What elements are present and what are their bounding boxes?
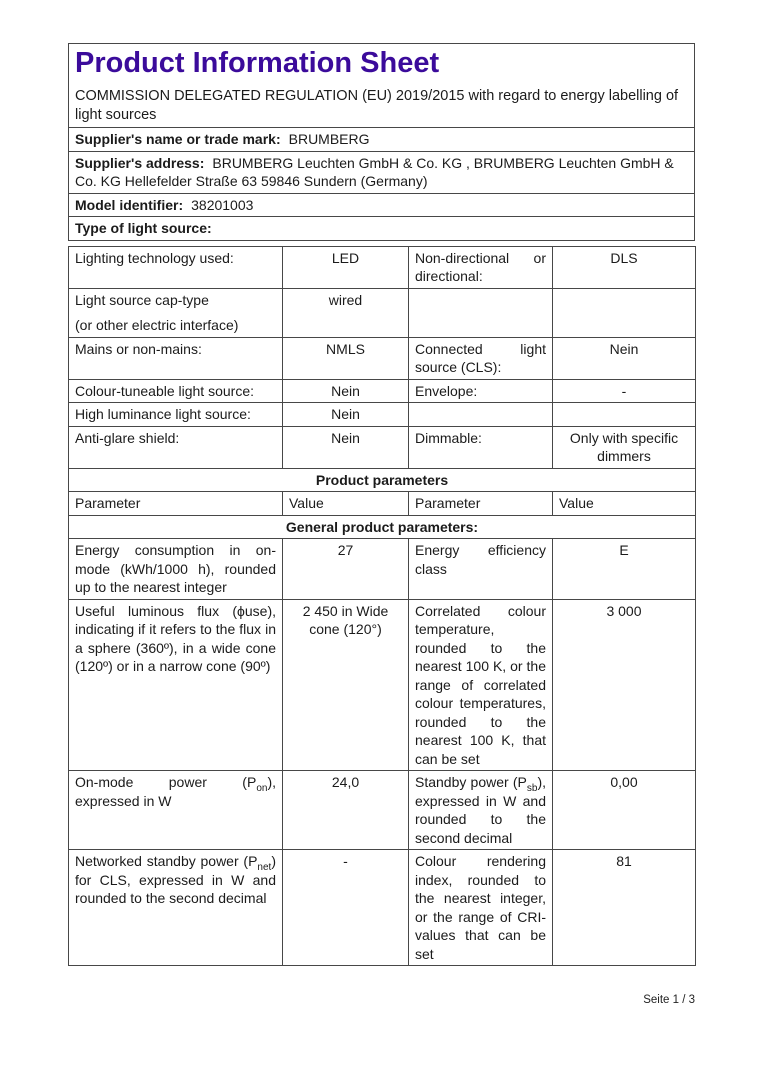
- parameters-table: [68, 246, 696, 967]
- page-number: Seite 1 / 3: [643, 994, 695, 1006]
- section-header-row: [69, 468, 696, 492]
- value-cell: 0,00: [553, 771, 696, 850]
- column-header-value-1: Value: [283, 492, 409, 516]
- param-cell: [409, 403, 553, 427]
- value-cell: DLS: [553, 246, 696, 288]
- section-header-row: [69, 515, 696, 539]
- param-subscript: on: [256, 782, 268, 794]
- value-cell: -: [553, 379, 696, 403]
- title-row: [69, 44, 695, 128]
- param-text: ) for CLS, expressed in W and rounded to the second decimal: [75, 853, 276, 906]
- param-cell: Useful luminous flux (ϕuse), indicating if it refers to the flux in a sphere (360º), in a wide cone (120º) or in a narrow cone (90º): [69, 599, 283, 771]
- supplier-name-cell: [69, 128, 695, 152]
- param-cell: [409, 771, 553, 850]
- column-header-parameter-2: Parameter: [409, 492, 553, 516]
- param-cell: [409, 288, 553, 337]
- model-identifier-cell: [69, 193, 695, 217]
- supplier-name-value: BRUMBERG: [288, 131, 370, 147]
- param-cell: Colour-tuneable light source:: [69, 379, 283, 403]
- param-cell: Mains or non-mains:: [69, 337, 283, 379]
- param-cell: Energy efficiency class: [409, 539, 553, 600]
- param-text: On-mode power (P: [75, 774, 257, 790]
- value-cell: 27: [283, 539, 409, 600]
- regulation-subtitle: COMMISSION DELEGATED REGULATION (EU) 2019/2015 with regard to energy labelling of light sources: [75, 88, 679, 123]
- table-row: [69, 246, 696, 288]
- model-identifier-value: 38201003: [191, 196, 254, 213]
- supplier-name-row: [69, 128, 695, 152]
- value-cell: E: [553, 539, 696, 600]
- param-cell: High luminance light source:: [69, 403, 283, 427]
- product-parameters-header: Product parameters: [69, 468, 696, 492]
- value-cell: [553, 426, 696, 468]
- param-subscript: sb: [526, 782, 538, 794]
- value-cell: Nein: [553, 337, 696, 379]
- param-cell: Connected light source (CLS):: [409, 337, 553, 379]
- param-cell: Anti-glare shield:: [69, 426, 283, 468]
- value-cell: NMLS: [283, 337, 409, 379]
- table-row: [69, 599, 696, 771]
- param-text: ), expressed in W and rounded to the second decimal: [415, 774, 546, 846]
- param-cell: Dimmable:: [409, 426, 553, 468]
- param-cell: Non-directional or directional:: [409, 246, 553, 288]
- param-text: Networked standby power (P: [75, 853, 258, 869]
- dimmable-value: Only with specific dimmers: [569, 429, 679, 464]
- title-cell: [69, 44, 695, 128]
- supplier-address-value: BRUMBERG Leuchten GmbH & Co. KG , BRUMBERG Leuchten GmbH & Co. KG Hellefelder Straße 63 59846 Sundern (Germany): [75, 154, 674, 189]
- sheet-content: [68, 43, 695, 1006]
- cap-type-line2: (or other electric interface): [75, 317, 239, 333]
- value-cell: 81: [553, 850, 696, 966]
- table-row: [69, 850, 696, 966]
- value-cell: [553, 403, 696, 427]
- cap-type-line1: Light source cap-type: [75, 291, 209, 308]
- param-cell: [69, 288, 283, 337]
- header-supplier-table: [68, 43, 695, 241]
- value-cell: Nein: [283, 403, 409, 427]
- table-row: [69, 337, 696, 379]
- page-title: Product Information Sheet: [75, 47, 440, 79]
- value-cell: Nein: [283, 379, 409, 403]
- value-cell: -: [283, 850, 409, 966]
- column-header-value-2: Value: [553, 492, 696, 516]
- column-header-parameter-1: Parameter: [69, 492, 283, 516]
- model-identifier-label: Model identifier:: [75, 196, 184, 213]
- param-cell: Envelope:: [409, 379, 553, 403]
- table-row: [69, 403, 696, 427]
- param-text: Standby power (P: [415, 774, 527, 790]
- supplier-address-row: [69, 151, 695, 193]
- param-text: ), expressed in W: [75, 774, 276, 809]
- param-subscript: net: [257, 861, 272, 873]
- table-row: [69, 539, 696, 600]
- type-of-light-source-row: [69, 217, 695, 241]
- column-header-row: [69, 492, 696, 516]
- value-cell: LED: [283, 246, 409, 288]
- param-cell: Correlated colour temperature, rounded to the nearest 100 K, or the range of correlated colour temperatures, rounded to the nearest 100 K, that can be set: [409, 599, 553, 771]
- param-cell: Lighting technology used:: [69, 246, 283, 288]
- value-cell: [553, 288, 696, 337]
- param-cell: Energy consumption in on-mode (kWh/1000 h), rounded up to the nearest integer: [69, 539, 283, 600]
- supplier-address-label: Supplier's address:: [75, 154, 205, 171]
- param-cell: [69, 771, 283, 850]
- value-cell: wired: [283, 288, 409, 337]
- table-row: [69, 426, 696, 468]
- param-cell: Colour rendering index, rounded to the nearest integer, or the range of CRI-values that can be set: [409, 850, 553, 966]
- value-cell: 3 000: [553, 599, 696, 771]
- general-product-parameters-header: General product parameters:: [69, 515, 696, 539]
- value-cell: 24,0: [283, 771, 409, 850]
- supplier-name-label: Supplier's name or trade mark:: [75, 131, 281, 147]
- table-row: [69, 288, 696, 337]
- value-cell: 2 450 in Wide cone (120°): [283, 599, 409, 771]
- type-of-light-source-label: Type of light source:: [75, 220, 212, 236]
- table-row: [69, 771, 696, 850]
- type-of-light-source-cell: [69, 217, 695, 241]
- model-identifier-row: [69, 193, 695, 217]
- supplier-address-cell: [69, 151, 695, 193]
- table-row: [69, 379, 696, 403]
- param-cell: [69, 850, 283, 966]
- value-cell: Nein: [283, 426, 409, 468]
